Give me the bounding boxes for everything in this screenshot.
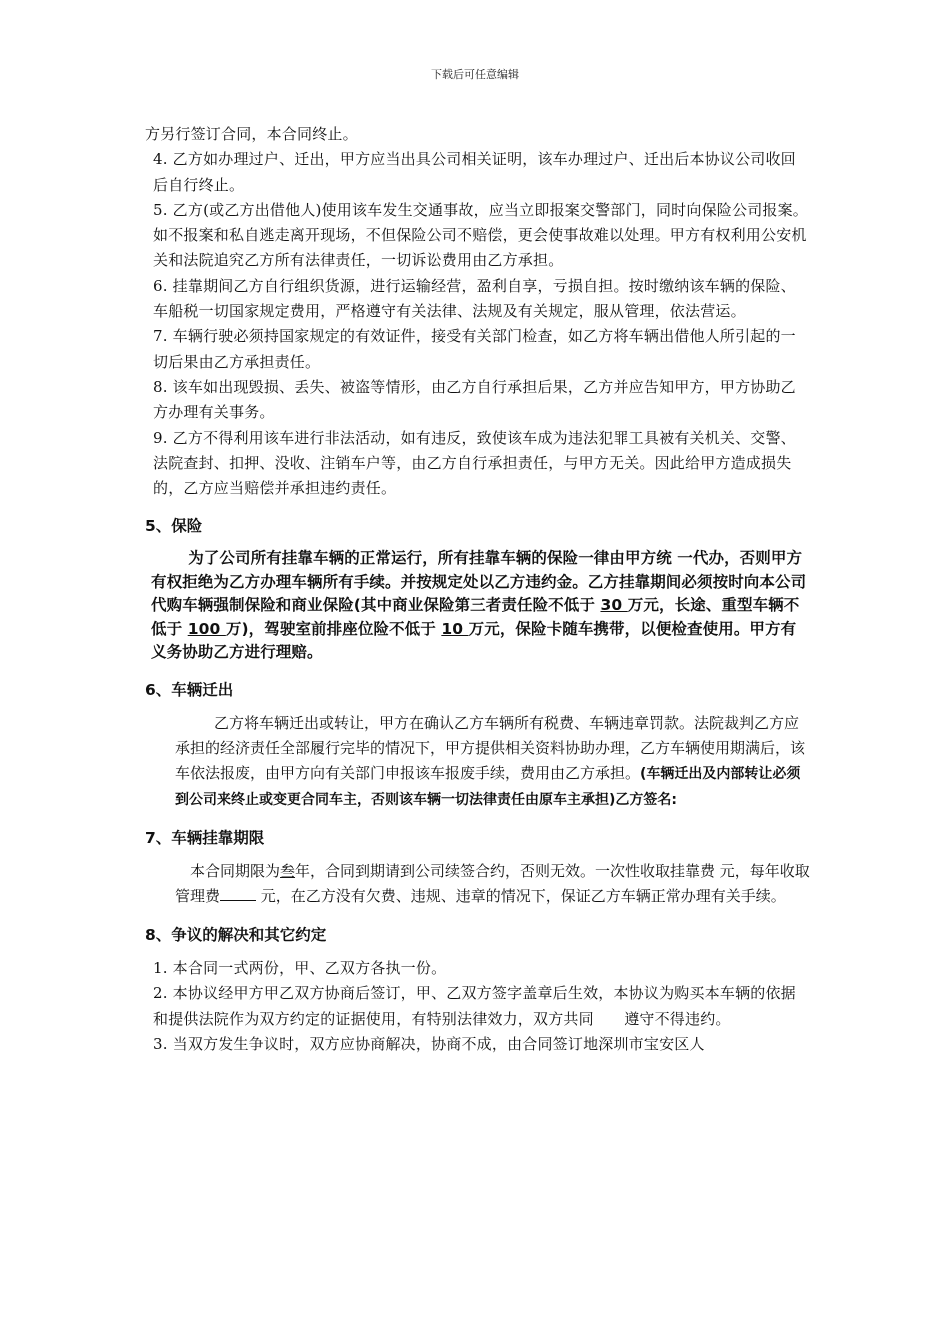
insurance-text-4: 万元，保险卡随车携带，以便检查使用。甲方有义务协助乙方进行理赔。 xyxy=(151,619,797,662)
transfer-paragraph xyxy=(145,711,810,813)
clause-7: 7. 车辆行驶必须持国家规定的有效证件，接受有关部门检查，如乙方将车辆出借他人所引起的一切后果由乙方承担责任。 xyxy=(153,327,796,371)
term-text-1: 本合同期限为 xyxy=(190,861,281,880)
document-body xyxy=(145,122,810,1057)
insurance-paragraph xyxy=(145,547,810,665)
clause-5: 5. 乙方(或乙方出借他人)使用该车发生交通事故，应当立即报案交警部门，同时向保险公司报案。如不报案和私自逃走离开现场，不但保险公司不赔偿，更会使事故难以处理。甲方有权利用公安机关和法院追究乙方所有法律责任，一切诉讼费用由乙方承担。 xyxy=(153,200,808,270)
clause-4: 4. 乙方如办理过户、迁出，甲方应当出具公司相关证明，该车办理过户、迁出后本协议公司收回后自行终止。 xyxy=(153,150,796,194)
section-title-insurance: 5、保险 xyxy=(145,517,203,536)
dispute-item-3: 3. 当双方发生争议时，双方应协商解决，协商不成，由合同签订地深圳市宝安区人 xyxy=(153,1034,705,1053)
clause-8: 8. 该车如出现毁损、丢失、被盗等情形，由乙方自行承担后果，乙方并应告知甲方，甲方协助乙方办理有关事务。 xyxy=(153,377,796,422)
clause-continuation: 方另行签订合同，本合同终止。 xyxy=(145,125,358,143)
transfer-text: 乙方将车辆迁出或转让，甲方在确认乙方车辆所有税费、车辆违章罚款。法院裁判乙方应承担的经济责任全部履行完毕的情况下，甲方提供相关资料协助办理，乙方车辆使用期满后，该车依法报废，由甲方向有关部门申报该车报废手续，费用由乙方承担。 xyxy=(175,713,806,782)
term-text-3: 元，在乙方没有欠费、违规、违章的情况下，保证乙方车辆正常办理有关手续。 xyxy=(256,887,786,906)
transfer-bold-note: (车辆迁出及内部转让必须到公司来终止或变更合同车主，否则该车辆一切法律责任由原车主承担)乙方签名: xyxy=(175,765,801,808)
disputes-list xyxy=(145,956,810,1057)
clauses-top xyxy=(145,122,810,501)
management-fee-blank xyxy=(220,886,256,901)
term-text-2: 年，合同到期请到公司续签合约，否则无效。一次性收取挂靠费 元，每年收取管理费 xyxy=(175,861,810,906)
section-title-disputes: 8、争议的解决和其它约定 xyxy=(145,925,327,944)
dispute-item-1: 1. 本合同一式两份，甲、乙双方各执一份。 xyxy=(153,958,447,977)
term-paragraph xyxy=(145,859,810,910)
insurance-text-2: 万元，长途、重型车辆不低于 xyxy=(151,596,800,638)
insurance-amount-heavy: 100 xyxy=(187,619,226,638)
section-title-term: 7、车辆挂靠期限 xyxy=(145,828,265,847)
clause-9: 9. 乙方不得利用该车进行非法活动，如有违反，致使该车成为违法犯罪工具被有关机关、交警、法院查封、扣押、没收、注销车户等，由乙方自行承担责任，与甲方无关。因此给甲方造成损失的，乙方应当赔偿并承担违约责任。 xyxy=(153,428,796,498)
insurance-amount-third-party: 30 xyxy=(600,596,628,615)
insurance-text-1: 为了公司所有挂靠车辆的正常运行，所有挂靠车辆的保险一律由甲方统 一代办，否则甲方有权拒绝为乙方办理车辆所有手续。并按规定处以乙方违约金。乙方挂靠期间必须按时向本公司代购车辆强制保险和商业保险(其中商业保险第三者责任险不低于 xyxy=(151,549,807,615)
insurance-amount-seat: 10 xyxy=(441,619,469,638)
section-title-transfer: 6、车辆迁出 xyxy=(145,680,234,699)
page-header: 下载后可任意编辑 xyxy=(431,68,519,81)
dispute-item-2: 2. 本协议经甲方甲乙双方协商后签订，甲、乙双方签字盖章后生效，本协议为购买本车辆的依据和提供法院作为双方约定的证据使用，有特别法律效力，双方共同 遵守不得违约。 xyxy=(153,984,796,1028)
term-years: 叁 xyxy=(280,861,296,880)
insurance-text-3: 万)，驾驶室前排座位险不低于 xyxy=(225,619,442,638)
clause-6: 6. 挂靠期间乙方自行组织货源，进行运输经营，盈利自享，亏损自担。按时缴纳该车辆的保险、车船税一切国家规定费用，严格遵守有关法律、法规及有关规定，服从管理，依法营运。 xyxy=(153,276,796,321)
